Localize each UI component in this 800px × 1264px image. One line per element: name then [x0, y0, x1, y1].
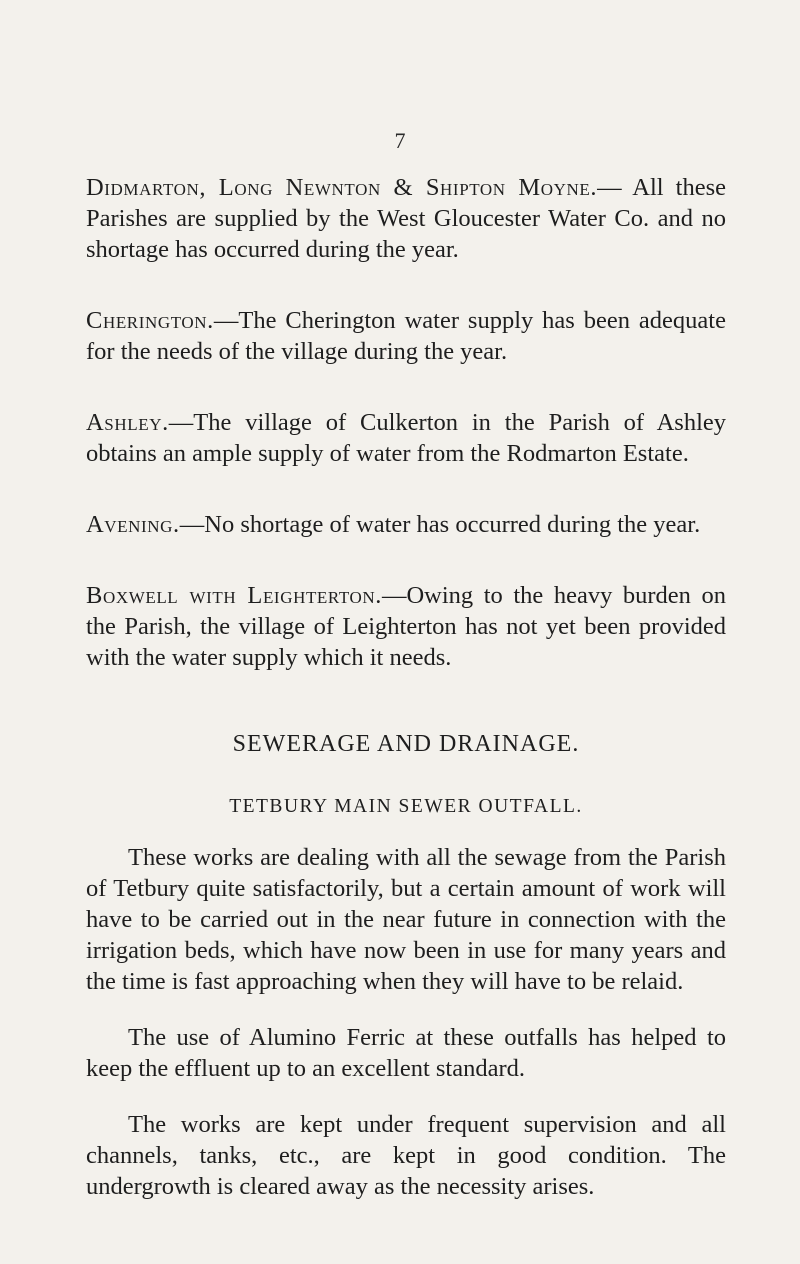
paragraph-didmarton	[86, 172, 726, 265]
paragraph-sewerage-works: These works are dealing with all the sewage from the Parish of Tetbury quite satisfactorily, but a certain amount of work will have to be carried out in the near future in connection with the irrigation beds, which have now been in use for many years and the time is fast approaching when they will have to be relaid.	[86, 844, 726, 995]
paragraph-boxwell	[86, 580, 726, 673]
parish-title-cherington: Cherington.	[86, 307, 214, 334]
paragraph-supervision: The works are kept under frequent supervision and all channels, tanks, etc., are kept in good condition. The undergrowth is cleared away as the necessity arises.	[86, 1111, 726, 1200]
paragraph-ashley	[86, 407, 726, 469]
page-number: 7	[394, 128, 406, 153]
page-content	[86, 172, 726, 1227]
paragraph-text-avening: —No shortage of water has occurred during the year.	[179, 511, 701, 538]
paragraph-text-ashley: —The village of Culkerton in the Parish of Ashley obtains an ample supply of water from the Rodmarton Estate.	[86, 409, 726, 467]
paragraph-text-cherington: —The Cherington water supply has been adequate for the needs of the village during the year.	[86, 307, 726, 365]
parish-title-didmarton: Didmarton, Long Newnton & Shipton Moyne.	[86, 174, 598, 201]
parish-title-boxwell: Boxwell with Leighterton.	[86, 582, 382, 609]
paragraph-alumino-ferric: The use of Alumino Ferric at these outfalls has helped to keep the effluent up to an excellent standard.	[86, 1024, 726, 1082]
parish-title-avening: Avening.	[86, 511, 180, 538]
paragraph-avening	[86, 509, 726, 540]
paragraph-text-boxwell: —Owing to the heavy burden on the Parish, the village of Leighterton has not yet been provided with the water supply which it needs.	[86, 582, 726, 671]
paragraph-cherington	[86, 305, 726, 367]
paragraph-text-didmarton: — All these Parishes are supplied by the West Gloucester Water Co. and no shortage has occurred during the year.	[86, 174, 726, 263]
parish-title-ashley: Ashley.	[86, 409, 169, 436]
section-heading-sewerage: SEWERAGE AND DRAINAGE.	[232, 731, 580, 757]
subheading-tetbury-outfall: TETBURY MAIN SEWER OUTFALL.	[229, 796, 583, 817]
